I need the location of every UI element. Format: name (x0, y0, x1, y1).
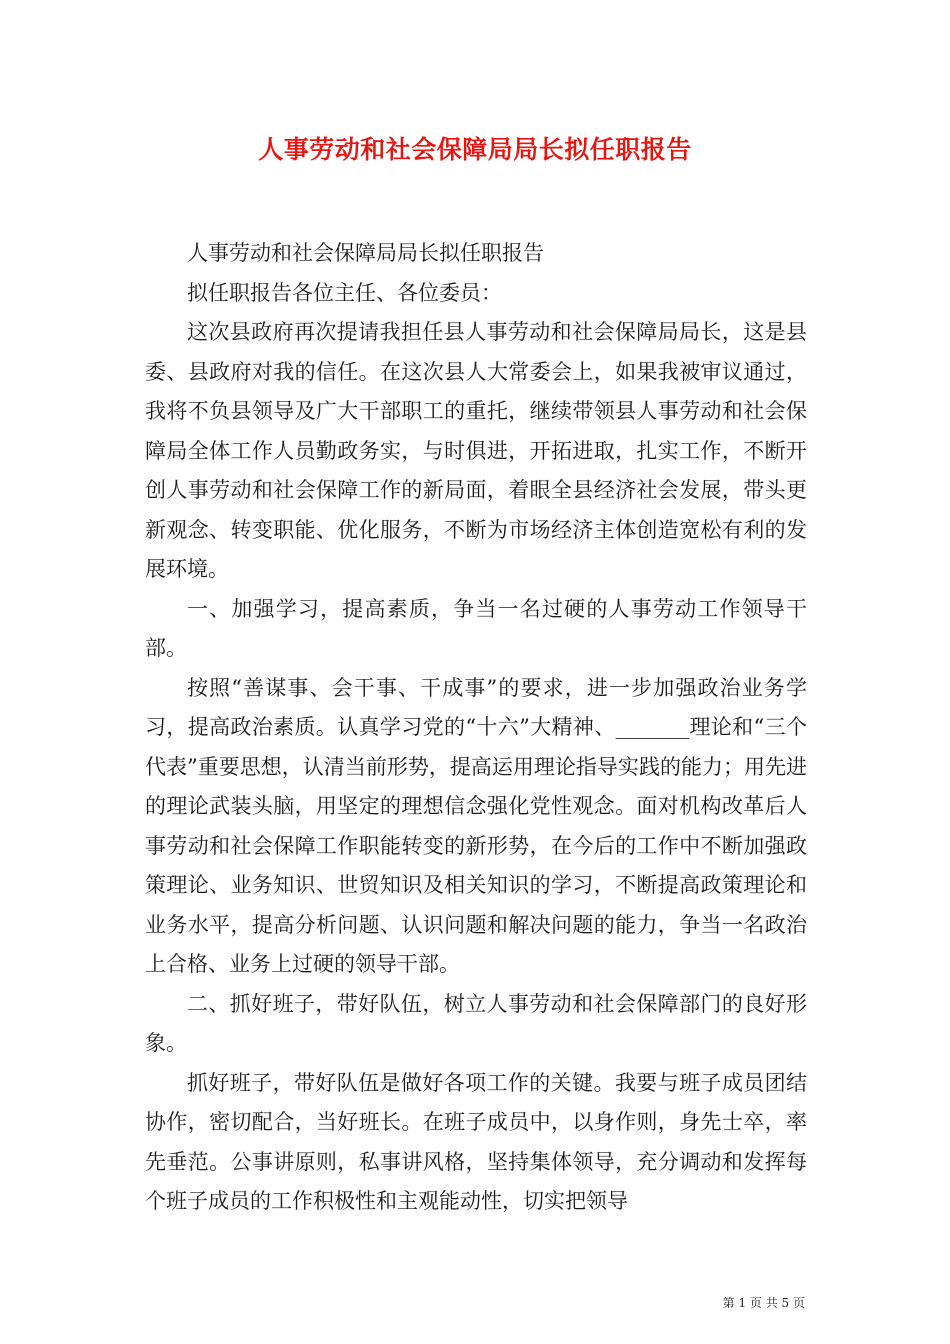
section-body-2: 抓好班子，带好队伍是做好各项工作的关键。我要与班子成员团结协作，密切配合，当好班长。在班子成员中，以身作则，身先士卒，率先垂范。公事讲原则，私事讲风格，坚持集体领导，充分调动和发挥每个班子成员的工作积极性和主观能动性，切实把领导 (145, 1070, 807, 1213)
section-heading-1: 一、加强学习，提高素质，争当一名过硬的人事劳动工作领导干部。 (145, 596, 807, 660)
section-body-1: 按照“善谋事、会干事、干成事”的要求，进一步加强政治业务学习，提高政治素质。认真学习党的“十六”大精神、_______理论和“三个代表”重要思想，认清当前形势，提高运用理论指导实践的能力；用先进的理论武装头脑，用坚定的理想信念强化党性观念。面对机构改革后人事劳动和社会保障工作职能转变的新形势，在今后的工作中不断加强政策理论、业务知识、世贸知识及相关知识的学习，不断提高政策理论和业务水平，提高分析问题、认识问题和解决问题的能力，争当一名政治上合格、业务上过硬的领导干部。 (145, 675, 807, 976)
intro-paragraph: 这次县政府再次提请我担任县人事劳动和社会保障局局长，这是县委、县政府对我的信任。在这次县人大常委会上，如果我被审议通过，我将不负县领导及广大干部职工的重托，继续带领县人事劳动和社会保障局全体工作人员勤政务实，与时俱进，开拓进取，扎实工作，不断开创人事劳动和社会保障工作的新局面，着眼全县经济社会发展，带头更新观念、转变职能、优化服务，不断为市场经济主体创造宽松有利的发展环境。 (145, 320, 807, 581)
section-heading-2: 二、抓好班子，带好队伍，树立人事劳动和社会保障部门的良好形象。 (145, 991, 807, 1055)
salutation: 拟任职报告各位主任、各位委员： (187, 280, 502, 305)
body-subtitle: 人事劳动和社会保障局局长拟任职报告 (187, 241, 544, 265)
document-title: 人事劳动和社会保障局局长拟任职报告 (258, 135, 692, 164)
page-number: 第 1 页 共 5 页 (722, 1296, 805, 1310)
document-body (145, 234, 807, 1222)
